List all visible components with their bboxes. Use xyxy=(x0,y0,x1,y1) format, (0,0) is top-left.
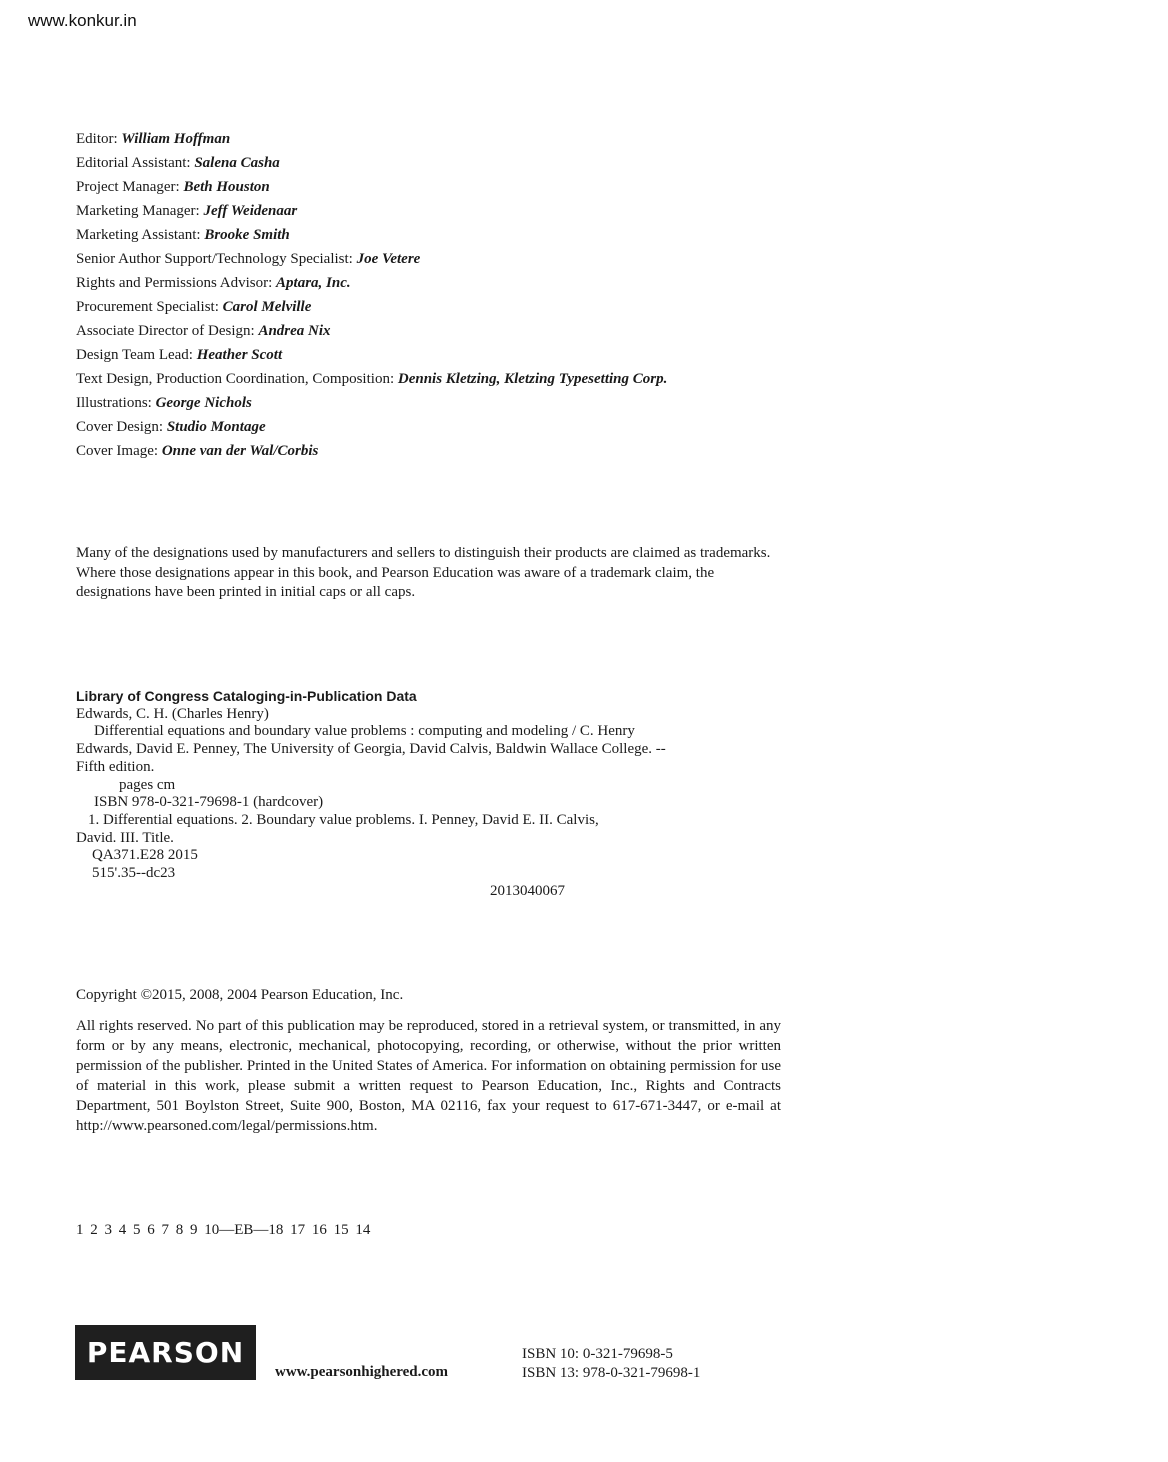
isbn-10: ISBN 10: 0-321-79698-5 xyxy=(522,1346,673,1362)
credit-row xyxy=(76,175,667,199)
credit-role: Editor: xyxy=(76,131,122,147)
credit-row xyxy=(76,247,667,271)
credit-role: Cover Image: xyxy=(76,443,162,459)
cip-pages: pages cm xyxy=(119,776,176,793)
credit-name: Heather Scott xyxy=(196,347,283,363)
credit-role: Marketing Manager: xyxy=(76,203,204,219)
credit-row xyxy=(76,319,667,343)
isbn-13: ISBN 13: 978-0-321-79698-1 xyxy=(522,1365,701,1381)
credit-name: Carol Melville xyxy=(222,299,312,315)
credit-name: Studio Montage xyxy=(166,419,266,435)
credit-role: Illustrations: xyxy=(76,395,156,411)
logo-text: PEARSON xyxy=(86,1336,245,1369)
credit-role: Editorial Assistant: xyxy=(76,155,195,171)
cip-subjects: David. III. Title. xyxy=(76,829,174,846)
credit-name: Onne van der Wal/Corbis xyxy=(161,443,319,459)
credit-row xyxy=(76,295,667,319)
credit-row xyxy=(76,343,667,367)
credit-name: Brooke Smith xyxy=(204,227,290,243)
cip-title-line: Edwards, David E. Penney, The University of Georgia, David Calvis, Baldwin Wallace College. -- xyxy=(76,741,666,758)
credit-role: Associate Director of Design: xyxy=(76,323,259,339)
print-line: 1 2 3 4 5 6 7 8 9 10—EB—18 17 16 15 14 xyxy=(76,1222,371,1238)
credit-name: William Hoffman xyxy=(121,131,231,147)
cip-block xyxy=(76,688,776,900)
credit-role: Design Team Lead: xyxy=(76,347,197,363)
credits-list xyxy=(76,127,667,463)
cip-lccn: 2013040067 xyxy=(490,882,565,899)
credit-row xyxy=(76,199,667,223)
cip-isbn: ISBN 978-0-321-79698-1 (hardcover) xyxy=(94,794,324,811)
credit-name: Beth Houston xyxy=(183,179,270,195)
credit-name: Jeff Weidenaar xyxy=(203,203,298,219)
credit-name: Andrea Nix xyxy=(258,323,331,339)
credit-row xyxy=(76,415,667,439)
credit-role: Procurement Specialist: xyxy=(76,299,223,315)
trademark-notice: Many of the designations used by manufacturers and sellers to distinguish their products are claimed as trademarks. Where those designations appear in this book, and Pearson Education was aware of a trademark claim, the designations have been printed in initial caps or all caps. xyxy=(76,545,771,600)
cip-heading: Library of Congress Cataloging-in-Publication Data xyxy=(76,688,417,704)
credit-name: Dennis Kletzing, Kletzing Typesetting Corp. xyxy=(397,371,668,387)
credit-role: Project Manager: xyxy=(76,179,184,195)
credit-name: Salena Casha xyxy=(194,155,280,171)
rights-notice: All rights reserved. No part of this publication may be reproduced, stored in a retrieval system, or transmitted, in any form or by any means, electronic, mechanical, photocopying, recording, or otherwise, without the prior written permission of the publisher. Printed in the United States of America. For information on obtaining permission for use of material in this work, please submit a written request to Pearson Education, Inc., Rights and Contracts Department, 501 Boylston Street, Suite 900, Boston, MA 02116, fax your request to 617-671-3447, or e-mail at http://www.pearsoned.com/legal/permissions.htm. xyxy=(76,1018,781,1134)
copyright-line: Copyright ©2015, 2008, 2004 Pearson Education, Inc. xyxy=(76,987,404,1003)
credit-row xyxy=(76,439,667,463)
credit-row xyxy=(76,271,667,295)
cip-title-line: Fifth edition. xyxy=(76,758,155,775)
credit-name: Joe Vetere xyxy=(356,251,421,267)
credit-row xyxy=(76,127,667,151)
credit-row xyxy=(76,367,667,391)
credit-row xyxy=(76,223,667,247)
credit-role: Rights and Permissions Advisor: xyxy=(76,275,277,291)
credit-name: Aptara, Inc. xyxy=(276,275,351,291)
cip-dewey: 515'.35--dc23 xyxy=(92,865,176,882)
credit-name: George Nichols xyxy=(155,395,252,411)
publisher-website: www.pearsonhighered.com xyxy=(275,1364,449,1380)
credit-row xyxy=(76,151,667,175)
cip-subjects: 1. Differential equations. 2. Boundary value problems. I. Penney, David E. II. Calvis, xyxy=(88,811,599,828)
pearson-logo xyxy=(75,1325,256,1380)
cip-call-number: QA371.E28 2015 xyxy=(92,847,198,864)
credit-role: Marketing Assistant: xyxy=(76,227,205,243)
cip-title-line: Differential equations and boundary value problems : computing and modeling / C. Henry xyxy=(94,723,635,740)
watermark-url: www.konkur.in xyxy=(28,11,137,30)
isbn-block xyxy=(522,1345,700,1383)
credit-row xyxy=(76,391,667,415)
credit-role: Cover Design: xyxy=(76,419,167,435)
credit-role: Text Design, Production Coordination, Composition: xyxy=(76,371,398,387)
credit-role: Senior Author Support/Technology Specialist: xyxy=(76,251,357,267)
cip-author: Edwards, C. H. (Charles Henry) xyxy=(76,705,269,722)
